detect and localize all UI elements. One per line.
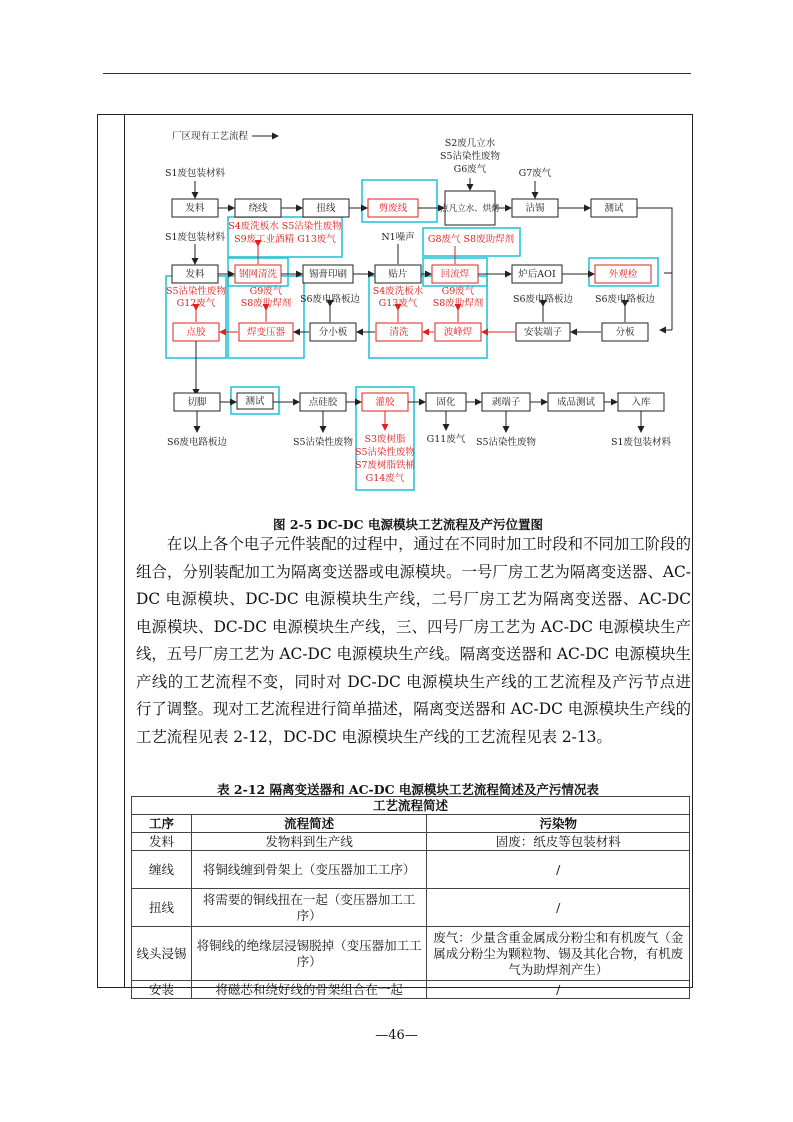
box-r1-5: 沾锡 bbox=[525, 203, 545, 214]
table-caption: 表 2-12 隔离变送器和 AC-DC 电源模块工艺流程简述及产污情况表 bbox=[217, 782, 599, 797]
note-b-red1: S3废树脂 bbox=[364, 434, 406, 445]
note-red-s8a: S8废助焊剂 bbox=[240, 298, 292, 309]
cell-pollutant: / bbox=[427, 889, 690, 927]
box-r1-2: 扭线 bbox=[316, 203, 336, 214]
box-r3-2: 分小板 bbox=[318, 327, 348, 338]
note-red-s8b: S8废助焊剂 bbox=[432, 298, 484, 309]
cell-step: 扭线 bbox=[132, 889, 192, 927]
box-r3-5: 安装端子 bbox=[523, 327, 563, 338]
note-s1a: S1废包装材料 bbox=[164, 168, 226, 179]
box-r3-1: 焊变压器 bbox=[246, 327, 286, 338]
cell-desc: 将铜线的绝缘层浸锡脱掉（变压器加工工序） bbox=[191, 927, 427, 981]
note-b-s1: S1废包装材料 bbox=[610, 437, 672, 448]
cell-pollutant: / bbox=[427, 981, 690, 999]
note-s5: S5沾染性废物 bbox=[439, 151, 501, 162]
box-r2-4: 回流焊 bbox=[440, 269, 470, 280]
cell-step: 缠线 bbox=[132, 851, 192, 889]
note-n1: N1噪声 bbox=[381, 232, 415, 243]
note-b-s5b: S5沾染性废物 bbox=[475, 437, 537, 448]
table-row bbox=[132, 927, 690, 981]
note-g6: G6废气 bbox=[453, 164, 487, 175]
box-r3-3: 清洗 bbox=[389, 327, 409, 338]
note-red-g13b: G13废气 bbox=[378, 298, 418, 309]
box-r1-3: 剪废线 bbox=[378, 203, 408, 214]
note-s6b: S6废电路板边 bbox=[512, 294, 574, 305]
note-b-s6: S6废电路板边 bbox=[166, 437, 228, 448]
box-r4-5: 剥端子 bbox=[491, 397, 521, 408]
cell-pollutant: 固废：纸皮等包装材料 bbox=[427, 833, 690, 851]
cell-step: 安装 bbox=[132, 981, 192, 999]
table-row bbox=[132, 889, 690, 927]
note-b-red2: S5沾染性废物 bbox=[354, 447, 416, 458]
box-r4-6: 成品测试 bbox=[556, 397, 596, 408]
cell-desc: 将铜线缠到骨架上（变压器加工工序） bbox=[191, 851, 427, 889]
cell-desc: 发物料到生产线 bbox=[191, 833, 427, 851]
note-red-s4s5: S4废洗板水 S5沾染性废物 bbox=[228, 221, 342, 232]
note-g7: G7废气 bbox=[518, 168, 552, 179]
note-red-left2: G12废气 bbox=[176, 298, 216, 309]
table-row bbox=[132, 981, 690, 999]
box-r4-2: 点硅胶 bbox=[308, 397, 338, 408]
box-r1-4: 点凡立水、烘烤 bbox=[440, 204, 500, 214]
box-r1-1: 绕线 bbox=[248, 203, 268, 214]
box-r3-4: 波峰焊 bbox=[443, 327, 473, 338]
note-red-g9a: G9废气 bbox=[249, 286, 283, 297]
box-r4-4: 固化 bbox=[436, 397, 456, 408]
cell-step: 线头浸锡 bbox=[132, 927, 192, 981]
note-b-g11: G11废气 bbox=[426, 434, 466, 445]
box-r2-2: 锡膏印刷 bbox=[308, 269, 348, 280]
paragraph-text: 在以上各个电子元件装配的过程中，通过在不同时加工时段和不同加工阶段的组合，分别装配加工为隔离变送器或电源模块。一号厂房工艺为隔离变送器、AC-DC 电源模块、DC-DC 电源模块生产线，二号厂房工艺为隔离变送器、AC-DC 电源模块、DC-DC 电源模块生产线，三、四号厂房工艺为 AC-DC 电源模块生产线，五号厂房工艺为 AC-DC 电源模块生产线。隔离变送器和 AC-DC 电源模块生产线的工艺流程不变，同时对 DC-DC 电源模块生产线的工艺流程及产污节点进行了调整。现对工艺流程进行简单描述，隔离变送器和 AC-DC 电源模块生产线的工艺流程见表 2-12，DC-DC 电源模块生产线的工艺流程见表 2-13。 bbox=[136, 535, 691, 746]
col-header-step: 工序 bbox=[132, 815, 192, 833]
cell-pollutant: / bbox=[427, 851, 690, 889]
box-r2-0: 发料 bbox=[185, 269, 205, 280]
note-s1b: S1废包装材料 bbox=[164, 232, 226, 243]
box-r2-6: 外观检 bbox=[608, 269, 638, 280]
cell-desc: 将磁芯和绕好线的骨架组合在一起 bbox=[191, 981, 427, 999]
note-red-left1: S5沾染性废物 bbox=[165, 286, 227, 297]
note-s6c: S6废电路板边 bbox=[594, 294, 656, 305]
box-r2-5: 炉后AOI bbox=[518, 269, 556, 280]
col-header-desc: 流程简述 bbox=[191, 815, 427, 833]
col-header-pollutant: 污染物 bbox=[427, 815, 690, 833]
cell-step: 发料 bbox=[132, 833, 192, 851]
note-s6a: S6废电路板边 bbox=[299, 294, 361, 305]
box-r1-6: 测试 bbox=[604, 203, 624, 214]
page-number: —46— bbox=[375, 1028, 418, 1043]
box-r4-7: 入库 bbox=[631, 397, 651, 408]
table-span-header: 工艺流程简述 bbox=[132, 797, 690, 815]
cell-desc: 将需要的铜线扭在一起（变压器加工工序） bbox=[191, 889, 427, 927]
process-flow-diagram bbox=[0, 0, 793, 520]
process-table bbox=[131, 796, 690, 999]
box-r1-0: 发料 bbox=[185, 203, 205, 214]
legend-label: 厂区现有工艺流程 bbox=[172, 131, 249, 142]
box-r3-0: 点胶 bbox=[186, 327, 206, 338]
note-red-s4b: S4废洗板水 bbox=[372, 286, 424, 297]
box-r4-1: 测试 bbox=[245, 396, 265, 407]
figure-caption: 图 2-5 DC-DC 电源模块工艺流程及产污位置图 bbox=[273, 517, 543, 532]
note-b-red4: G14废气 bbox=[365, 473, 405, 484]
note-b-s5a: S5沾染性废物 bbox=[292, 437, 354, 448]
cell-pollutant: 废气：少量含重金属成分粉尘和有机废气（金属成分粉尘为颗粒物、锡及其化合物，有机废气为助焊剂产生） bbox=[427, 927, 690, 981]
note-red-g8s8: G8废气 S8废助焊剂 bbox=[427, 234, 515, 245]
note-red-s9g13: S9废工业酒精 G13废气 bbox=[234, 234, 336, 245]
box-r2-3: 贴片 bbox=[388, 269, 408, 280]
box-r3-6: 分板 bbox=[615, 327, 635, 338]
box-r4-0: 切脚 bbox=[187, 397, 207, 408]
box-r4-3: 灌胶 bbox=[375, 397, 395, 408]
note-s2: S2废几立水 bbox=[444, 138, 496, 149]
body-paragraph bbox=[136, 531, 691, 751]
table-row bbox=[132, 833, 690, 851]
note-red-g9b: G9废气 bbox=[441, 286, 475, 297]
note-b-red3: S7废树脂铁桶 bbox=[354, 460, 416, 471]
table-row bbox=[132, 851, 690, 889]
box-r2-1: 钢网清洗 bbox=[238, 269, 278, 280]
